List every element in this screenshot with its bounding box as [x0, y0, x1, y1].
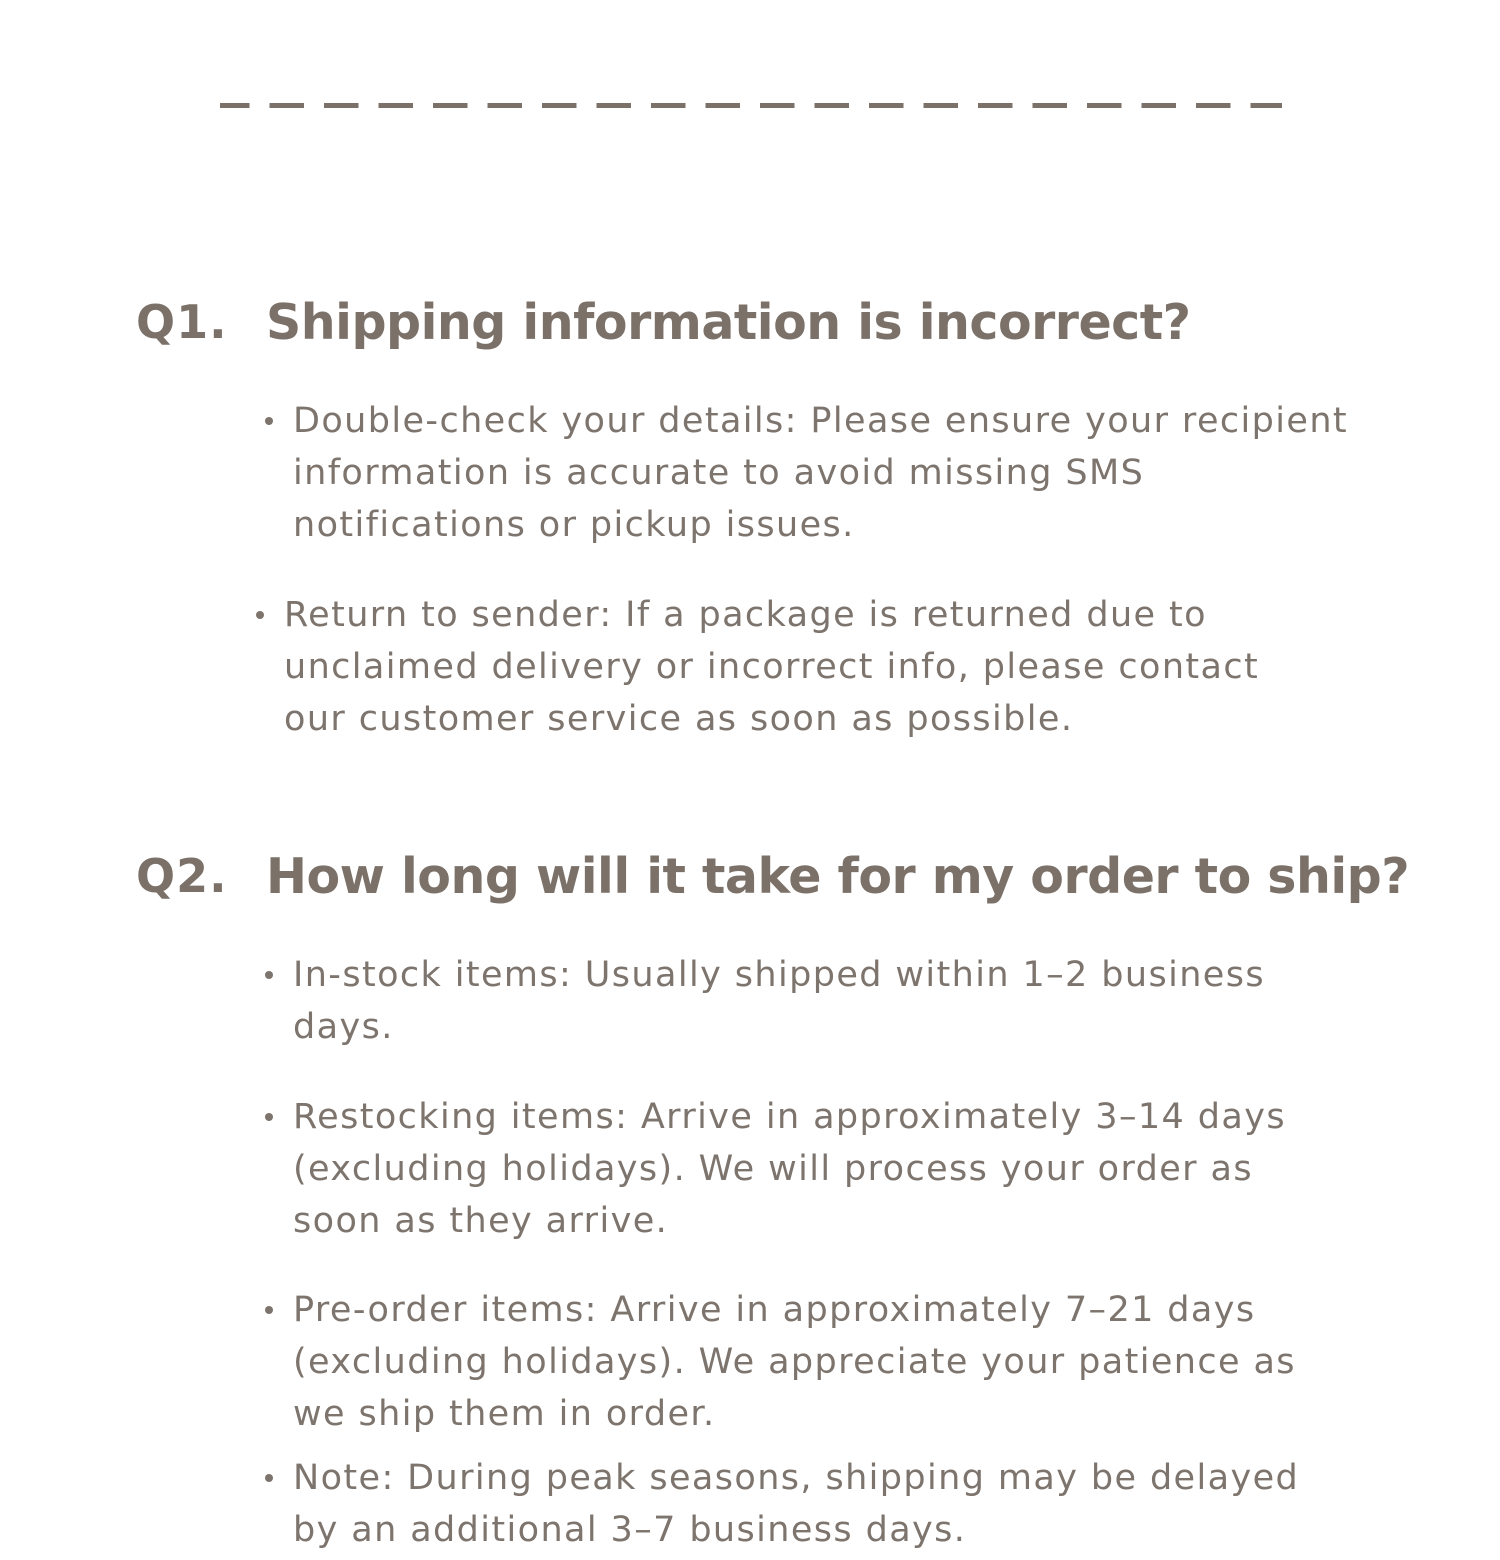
bullet-dot-icon — [265, 1306, 273, 1314]
faq-1-bullet-item-2 — [256, 589, 1316, 745]
bullet-text: In-stock items: Usually shipped within 1–2 business days. — [293, 955, 1265, 1047]
faq-2-bullet-item-1 — [265, 949, 1325, 1053]
dashed-divider — [220, 103, 1282, 108]
bullet-text: Return to sender: If a package is returned due to unclaimed delivery or incorrect info, please contact our customer service as soon as possible. — [284, 595, 1260, 739]
faq-2-bullet-item-2 — [265, 1091, 1335, 1247]
bullet-dot-icon — [256, 611, 264, 619]
question-text: How long will it take for my order to ship? — [266, 847, 1410, 905]
bullet-text: Note: During peak seasons, shipping may be delayed by an additional 3–7 business days. — [293, 1458, 1300, 1550]
question-text: Shipping information is incorrect? — [266, 293, 1191, 351]
bullet-dot-icon — [265, 417, 273, 425]
faq-question-2 — [136, 846, 1409, 906]
question-number: Q1. — [136, 295, 228, 349]
bullet-text: Double-check your details: Please ensure your recipient information is accurate to avoid missing SMS notifications or pickup issues. — [293, 401, 1349, 545]
faq-2-bullet-item-4 — [265, 1452, 1335, 1556]
faq-2-bullet-item-3 — [265, 1284, 1335, 1440]
bullet-text: Pre-order items: Arrive in approximately 7–21 days (excluding holidays). We appreciate your patience as we ship them in order. — [293, 1290, 1296, 1434]
question-number: Q2. — [136, 849, 228, 903]
faq-question-1 — [136, 292, 1191, 352]
bullet-dot-icon — [265, 1474, 273, 1482]
bullet-dot-icon — [265, 971, 273, 979]
bullet-text: Restocking items: Arrive in approximately 3–14 days (excluding holidays). We will process your order as soon as they arrive. — [293, 1097, 1286, 1241]
bullet-dot-icon — [265, 1113, 273, 1121]
faq-1-bullet-item-1 — [265, 395, 1365, 551]
